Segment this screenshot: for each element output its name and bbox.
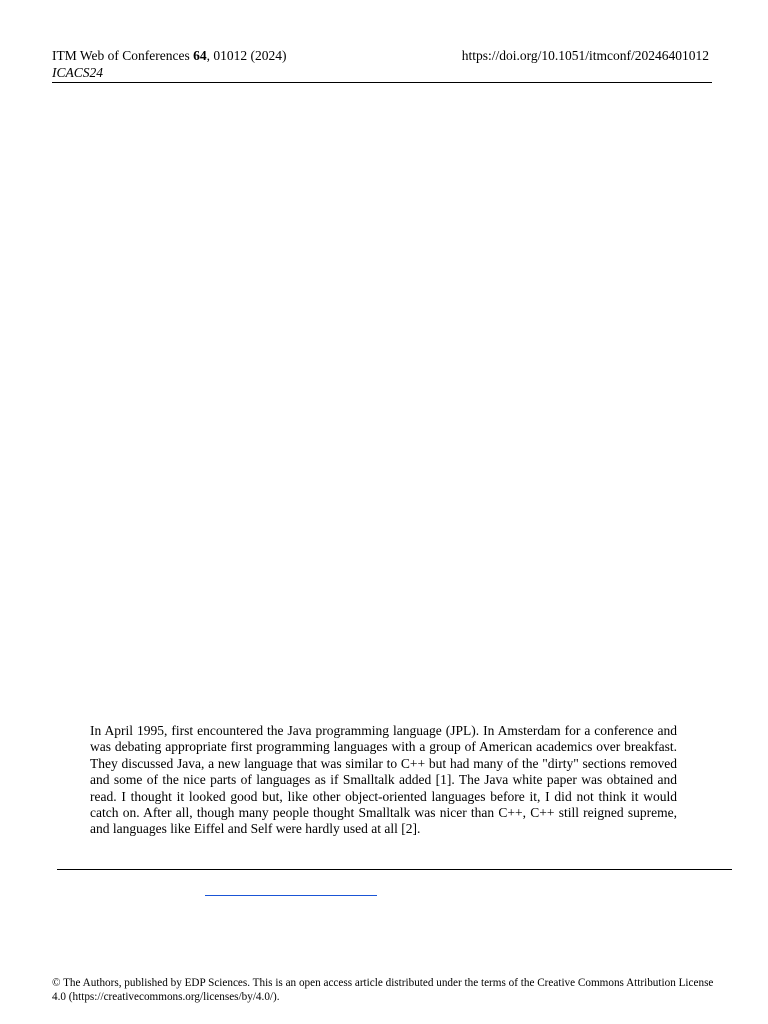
journal-name: ITM Web of Conferences	[52, 48, 194, 63]
article-number-year: , 01012 (2024)	[206, 48, 287, 63]
license-notice: © The Authors, published by EDP Sciences. This is an open access article distributed under the terms of the Creative Commons Attribution License 4.0 (https://creativecommons.org/licenses/by/4.0/).	[52, 977, 714, 1003]
footnote-hyperlink-underline[interactable]	[205, 895, 377, 896]
header-divider	[52, 82, 712, 83]
footnote-divider	[57, 869, 732, 870]
journal-citation	[52, 47, 287, 64]
body-paragraph: In April 1995, first encountered the Java programming language (JPL). In Amsterdam for a conference and was debating appropriate first programming languages with a group of American academics over breakfast. They discussed Java, a new language that was similar to C++ but had many of the "dirty" sections removed and some of the nice parts of languages as if Smalltalk added [1]. The Java white paper was obtained and read. I thought it looked good but, like other object-oriented languages before it, I did not think it would catch on. After all, though many people thought Smalltalk was nicer than C++, C++ still reigned supreme, and languages like Eiffel and Self were hardly used at all [2].	[90, 723, 677, 837]
running-header-left	[52, 47, 287, 81]
conference-name: ICACS24	[52, 65, 104, 80]
doi-link[interactable]: https://doi.org/10.1051/itmconf/20246401012	[461, 48, 709, 63]
journal-volume: 64	[193, 48, 207, 63]
